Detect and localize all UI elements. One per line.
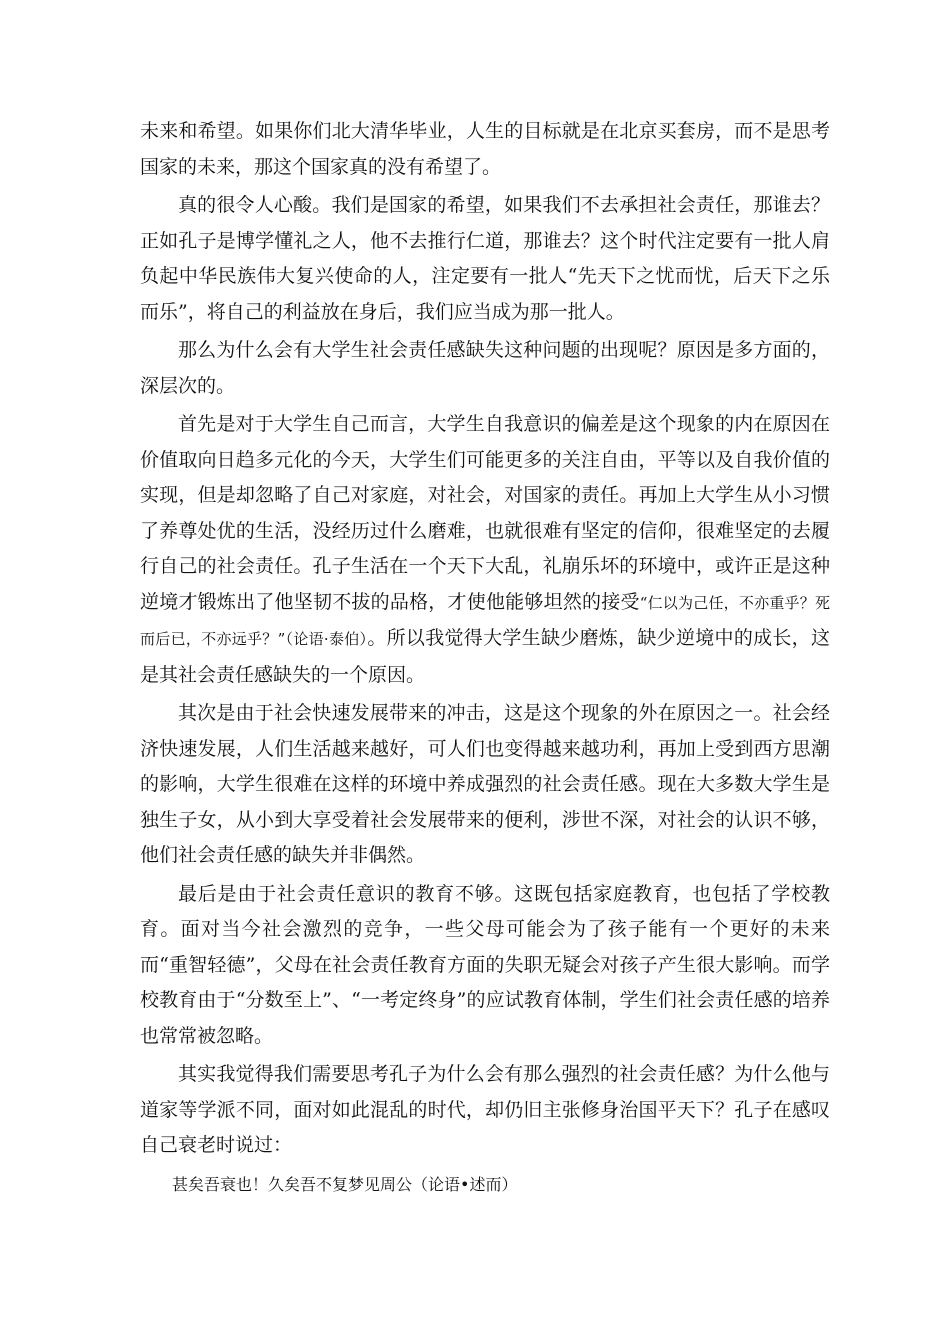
paragraph-second-cause: 其次是由于社会快速发展带来的冲击，这是这个现象的外在原因之一。社会经济快速发展，人们生活越来越好，可人们也变得越来越功利，再加上受到西方思潮的影响，大学生很难在这样的环境中养成强烈的社会责任感。现在大多数大学生是独生子女，从小到大享受着社会发展带来的便利，涉世不深，对社会的认识不够，他们社会责任感的缺失并非偶然。 xyxy=(140,702,830,866)
paragraph-social-responsibility: 真的很令人心酸。我们是国家的希望，如果我们不去承担社会责任，那谁去？正如孔子是博学懂礼之人，他不去推行仁道，那谁去？这个时代注定要有一批人肩负起中华民族伟大复兴使命的人，注定要有一批人“先天下之忧而忧，后天下之乐而乐”，将自己的利益放在身后，我们应当成为那一批人。 xyxy=(140,194,830,323)
paragraph-first-cause xyxy=(140,407,830,693)
paragraph-third-cause: 最后是由于社会责任意识的教育不够。这既包括家庭教育，也包括了学校教育。面对当今社会激烈的竞争，一些父母可能会为了孩子能有一个更好的未来而“重智轻德”，父母在社会责任教育方面的失职无疑会对孩子产生很大影响。而学校教育由于“分数至上”、“一考定终身”的应试教育体制，学生们社会责任感的培养也常常被忽略。 xyxy=(140,882,830,1047)
paragraph-confucius-reflection: 其实我觉得我们需要思考孔子为什么会有那么强烈的社会责任感？为什么他与道家等学派不同，面对如此混乱的时代，却仍旧主张修身治国平天下？孔子在感叹自己衰老时说过： xyxy=(140,1063,830,1156)
analects-taibo-quote: “仁以为己任，不亦重乎？死而后已，不亦远乎？”（论语·泰伯） xyxy=(140,593,830,648)
paragraph-continuation: 未来和希望。如果你们北大清华毕业，人生的目标就是在北京买套房，而不是思考国家的未来，那这个国家真的没有希望了。 xyxy=(140,120,830,178)
paragraph-first-cause-text: 首先是对于大学生自己而言，大学生自我意识的偏差是这个现象的内在原因在价值取向日趋多元化的今天，大学生们可能更多的关注自由，平等以及自我价值的实现，但是却忽略了自己对家庭，对社会，对国家的责任。再加上大学生从小习惯了养尊处优的生活，没经历过什么磨难，也就很难有坚定的信仰，很难坚定的去履行自己的社会责任。孔子生活在一个天下大乱，礼崩乐坏的环境中，或许正是这种逆境才锻炼出了他坚韧不拔的品格，才使他能够坦然的接受 xyxy=(140,413,830,613)
paragraph-first-cause-ending: 。所以我觉得大学生缺少磨炼，缺少逆境中的成长，这是其社会责任感缺失的一个原因。 xyxy=(140,627,830,686)
document-body xyxy=(140,114,830,1200)
analects-shuer-quote: 甚矣吾衰也！久矣吾不复梦见周公（论语•述而） xyxy=(172,1174,518,1194)
paragraph-causes-intro: 那么为什么会有大学生社会责任感缺失这种问题的出现呢？原因是多方面的，深层次的。 xyxy=(140,339,830,397)
